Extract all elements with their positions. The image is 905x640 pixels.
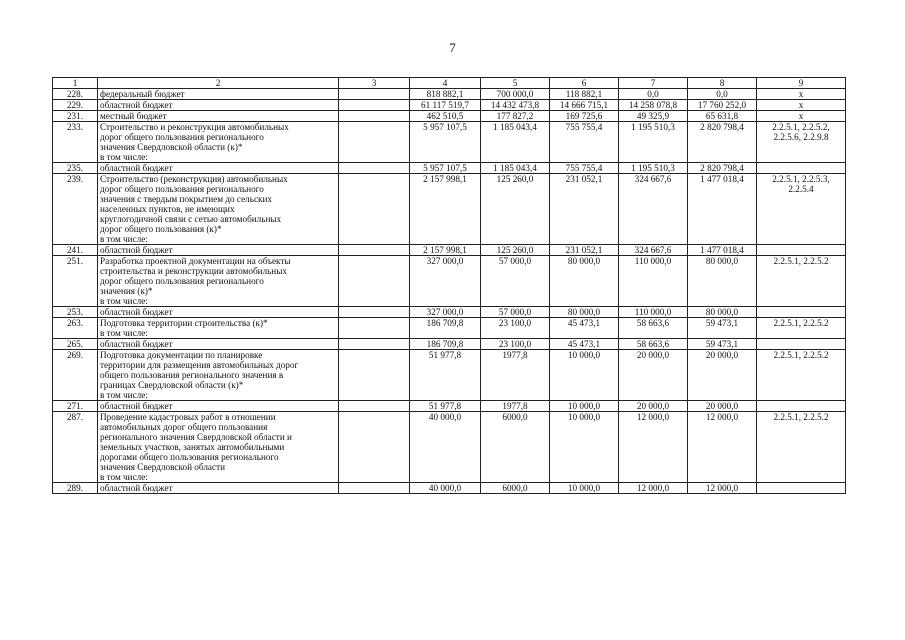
row-name [98, 350, 339, 401]
row-name [98, 483, 339, 494]
row-name-line: областной бюджет [100, 307, 173, 317]
row-name-line: в том числе: [100, 328, 148, 338]
value-col8: 12 000,0 [688, 483, 757, 494]
value-col7: 58 663,6 [619, 318, 688, 339]
row-name [98, 174, 339, 245]
value-col5: 1977,8 [481, 401, 550, 412]
table-row [53, 174, 846, 245]
row-refs: 2.2.5.1, 2.2.5.2 [757, 256, 846, 307]
column-number: 2 [98, 78, 339, 89]
row-refs: x [757, 100, 846, 111]
row-name-line: границах Свердловской области (к)* [100, 380, 244, 390]
row-name-line: земельных участков, занятых автомобильными [100, 442, 285, 452]
row-name-line: дорог общего пользования регионального [100, 276, 264, 286]
row-refs: x [757, 89, 846, 100]
column-number: 8 [688, 78, 757, 89]
row-refs [757, 339, 846, 350]
value-total: 40 000,0 [410, 483, 481, 494]
table-row [53, 307, 846, 318]
row-name-line: значения (к)* [100, 286, 153, 296]
row-number: 287. [53, 412, 98, 483]
row-name-line: Подготовка документации по планировке [100, 350, 263, 360]
row-name-line: в том числе: [100, 296, 148, 306]
row-number: 229. [53, 100, 98, 111]
row-name [98, 412, 339, 483]
value-total: 462 510,5 [410, 111, 481, 122]
row-name [98, 307, 339, 318]
value-col5: 6000,0 [481, 412, 550, 483]
value-col7: 20 000,0 [619, 350, 688, 401]
value-total: 61 117 519,7 [410, 100, 481, 111]
row-col3 [339, 122, 410, 163]
table-row [53, 483, 846, 494]
table-row [53, 401, 846, 412]
value-col8: 2 820 798,4 [688, 163, 757, 174]
value-col7: 324 667,6 [619, 174, 688, 245]
row-number: 263. [53, 318, 98, 339]
row-col3 [339, 350, 410, 401]
column-number-row [53, 78, 846, 89]
row-name [98, 111, 339, 122]
row-number: 235. [53, 163, 98, 174]
value-col8: 12 000,0 [688, 412, 757, 483]
row-refs [757, 245, 846, 256]
row-name-line: Разработка проектной документации на объекты [100, 256, 291, 266]
row-col3 [339, 339, 410, 350]
row-refs: 2.2.5.1, 2.2.5.3, 2.2.5.4 [757, 174, 846, 245]
value-col5: 23 100,0 [481, 318, 550, 339]
row-number: 231. [53, 111, 98, 122]
row-name-line: общего пользования регионального значения в [100, 370, 284, 380]
row-refs: 2.2.5.1, 2.2.5.2 [757, 318, 846, 339]
row-name-line: Подготовка территории строительства (к)* [100, 318, 268, 328]
value-col8: 2 820 798,4 [688, 122, 757, 163]
row-number: 251. [53, 256, 98, 307]
row-name [98, 318, 339, 339]
budget-table-body [53, 78, 846, 494]
value-total: 327 000,0 [410, 256, 481, 307]
value-col8: 59 473,1 [688, 318, 757, 339]
value-col8: 20 000,0 [688, 401, 757, 412]
row-name-line: в том числе: [100, 152, 148, 162]
row-col3 [339, 89, 410, 100]
row-col3 [339, 256, 410, 307]
value-col6: 755 755,4 [550, 163, 619, 174]
row-name-line: дорог общего пользования регионального [100, 132, 264, 142]
value-col5: 1 185 043,4 [481, 163, 550, 174]
value-total: 818 882,1 [410, 89, 481, 100]
value-total: 51 977,8 [410, 350, 481, 401]
row-name [98, 89, 339, 100]
row-name-line: местный бюджет [100, 111, 167, 121]
value-col6: 45 473,1 [550, 318, 619, 339]
row-number: 269. [53, 350, 98, 401]
value-col7: 110 000,0 [619, 307, 688, 318]
value-total: 51 977,8 [410, 401, 481, 412]
row-col3 [339, 111, 410, 122]
row-refs [757, 163, 846, 174]
column-number: 4 [410, 78, 481, 89]
column-number: 7 [619, 78, 688, 89]
column-number: 3 [339, 78, 410, 89]
row-name-line: в том числе: [100, 472, 148, 482]
value-col8: 80 000,0 [688, 256, 757, 307]
value-col6: 169 725,6 [550, 111, 619, 122]
table-row [53, 100, 846, 111]
row-name-line: регионального значения Свердловской области и [100, 432, 292, 442]
row-name-line: круглогодичной связи с сетью автомобильных [100, 214, 282, 224]
value-col6: 755 755,4 [550, 122, 619, 163]
row-number: 271. [53, 401, 98, 412]
row-name [98, 245, 339, 256]
row-name [98, 122, 339, 163]
value-col7: 324 667,6 [619, 245, 688, 256]
value-col6: 118 882,1 [550, 89, 619, 100]
row-name-line: строительства и реконструкции автомобильных [100, 266, 287, 276]
row-refs [757, 483, 846, 494]
table-row [53, 256, 846, 307]
value-col7: 12 000,0 [619, 412, 688, 483]
value-col5: 57 000,0 [481, 256, 550, 307]
page-number: 7 [449, 40, 456, 55]
row-name-line: Проведение кадастровых работ в отношении [100, 412, 276, 422]
row-refs: 2.2.5.1, 2.2.5.2, 2.2.5.6, 2.2.9.8 [757, 122, 846, 163]
row-number: 241. [53, 245, 98, 256]
value-col6: 231 052,1 [550, 174, 619, 245]
value-total: 2 157 998,1 [410, 245, 481, 256]
row-refs: 2.2.5.1, 2.2.5.2 [757, 412, 846, 483]
row-name-line: автомобильных дорог общего пользования [100, 422, 268, 432]
row-name-line: значения с твердым покрытием до сельских [100, 194, 273, 204]
value-total: 186 709,8 [410, 339, 481, 350]
value-col7: 110 000,0 [619, 256, 688, 307]
value-col5: 1 185 043,4 [481, 122, 550, 163]
table-row [53, 122, 846, 163]
value-total: 5 957 107,5 [410, 122, 481, 163]
row-number: 265. [53, 339, 98, 350]
value-total: 2 157 998,1 [410, 174, 481, 245]
value-col8: 65 631,8 [688, 111, 757, 122]
value-col5: 23 100,0 [481, 339, 550, 350]
row-name-line: областной бюджет [100, 401, 173, 411]
row-name-line: в том числе: [100, 390, 148, 400]
value-col7: 1 195 510,3 [619, 122, 688, 163]
value-col5: 14 432 473,8 [481, 100, 550, 111]
row-refs: x [757, 111, 846, 122]
column-number: 1 [53, 78, 98, 89]
value-col8: 1 477 018,4 [688, 245, 757, 256]
value-col5: 700 000,0 [481, 89, 550, 100]
value-col7: 0,0 [619, 89, 688, 100]
row-name-line: значения Свердловской области [100, 462, 226, 472]
row-refs [757, 401, 846, 412]
row-name-line: населенных пунктов, не имеющих [100, 204, 235, 214]
row-name-line: Строительство и реконструкция автомобильных [100, 122, 289, 132]
row-col3 [339, 245, 410, 256]
row-name-line: дорог общего пользования (к)* [100, 224, 222, 234]
row-col3 [339, 412, 410, 483]
row-name-line: Строительство (реконструкция) автомобильных [100, 174, 288, 184]
value-col6: 10 000,0 [550, 412, 619, 483]
value-col7: 12 000,0 [619, 483, 688, 494]
value-col8: 17 760 252,0 [688, 100, 757, 111]
row-col3 [339, 401, 410, 412]
budget-table [52, 77, 846, 494]
value-col7: 20 000,0 [619, 401, 688, 412]
row-number: 289. [53, 483, 98, 494]
value-col5: 57 000,0 [481, 307, 550, 318]
value-col8: 1 477 018,4 [688, 174, 757, 245]
table-row [53, 350, 846, 401]
row-number: 253. [53, 307, 98, 318]
value-col6: 45 473,1 [550, 339, 619, 350]
value-col6: 80 000,0 [550, 256, 619, 307]
value-col8: 20 000,0 [688, 350, 757, 401]
value-col8: 80 000,0 [688, 307, 757, 318]
table-row [53, 318, 846, 339]
row-name-line: областной бюджет [100, 100, 173, 110]
row-col3 [339, 163, 410, 174]
value-col7: 1 195 510,3 [619, 163, 688, 174]
row-name-line: областной бюджет [100, 163, 173, 173]
value-col5: 6000,0 [481, 483, 550, 494]
value-col6: 10 000,0 [550, 350, 619, 401]
column-number: 6 [550, 78, 619, 89]
table-row [53, 339, 846, 350]
table-row [53, 111, 846, 122]
value-col5: 1977,8 [481, 350, 550, 401]
value-col7: 49 325,9 [619, 111, 688, 122]
row-name [98, 163, 339, 174]
value-col7: 14 258 078,8 [619, 100, 688, 111]
value-total: 40 000,0 [410, 412, 481, 483]
row-name-line: областной бюджет [100, 483, 173, 493]
row-col3 [339, 307, 410, 318]
row-name [98, 256, 339, 307]
row-refs [757, 307, 846, 318]
row-name-line: дорог общего пользования регионального [100, 184, 264, 194]
value-col6: 231 052,1 [550, 245, 619, 256]
table-row [53, 245, 846, 256]
row-name [98, 100, 339, 111]
value-col5: 177 827,2 [481, 111, 550, 122]
value-total: 327 000,0 [410, 307, 481, 318]
row-col3 [339, 174, 410, 245]
row-name-line: в том числе: [100, 234, 148, 244]
row-col3 [339, 483, 410, 494]
value-col8: 0,0 [688, 89, 757, 100]
value-col6: 10 000,0 [550, 483, 619, 494]
value-col7: 58 663,6 [619, 339, 688, 350]
value-col6: 80 000,0 [550, 307, 619, 318]
row-name-line: областной бюджет [100, 339, 173, 349]
row-name [98, 339, 339, 350]
value-col6: 10 000,0 [550, 401, 619, 412]
row-number: 239. [53, 174, 98, 245]
column-number: 5 [481, 78, 550, 89]
row-name [98, 401, 339, 412]
value-col6: 14 666 715,1 [550, 100, 619, 111]
row-name-line: областной бюджет [100, 245, 173, 255]
row-number: 233. [53, 122, 98, 163]
row-name-line: дорогами общего пользования регионального [100, 452, 279, 462]
row-name-line: значения Свердловской области (к)* [100, 142, 243, 152]
value-col8: 59 473,1 [688, 339, 757, 350]
value-total: 186 709,8 [410, 318, 481, 339]
row-name-line: федеральный бюджет [100, 89, 185, 99]
value-total: 5 957 107,5 [410, 163, 481, 174]
value-col5: 125 260,0 [481, 174, 550, 245]
table-row [53, 89, 846, 100]
row-number: 228. [53, 89, 98, 100]
table-row [53, 412, 846, 483]
row-col3 [339, 100, 410, 111]
table-row [53, 163, 846, 174]
row-name-line: территории для размещения автомобильных дорог [100, 360, 299, 370]
row-col3 [339, 318, 410, 339]
value-col5: 125 260,0 [481, 245, 550, 256]
column-number: 9 [757, 78, 846, 89]
row-refs: 2.2.5.1, 2.2.5.2 [757, 350, 846, 401]
